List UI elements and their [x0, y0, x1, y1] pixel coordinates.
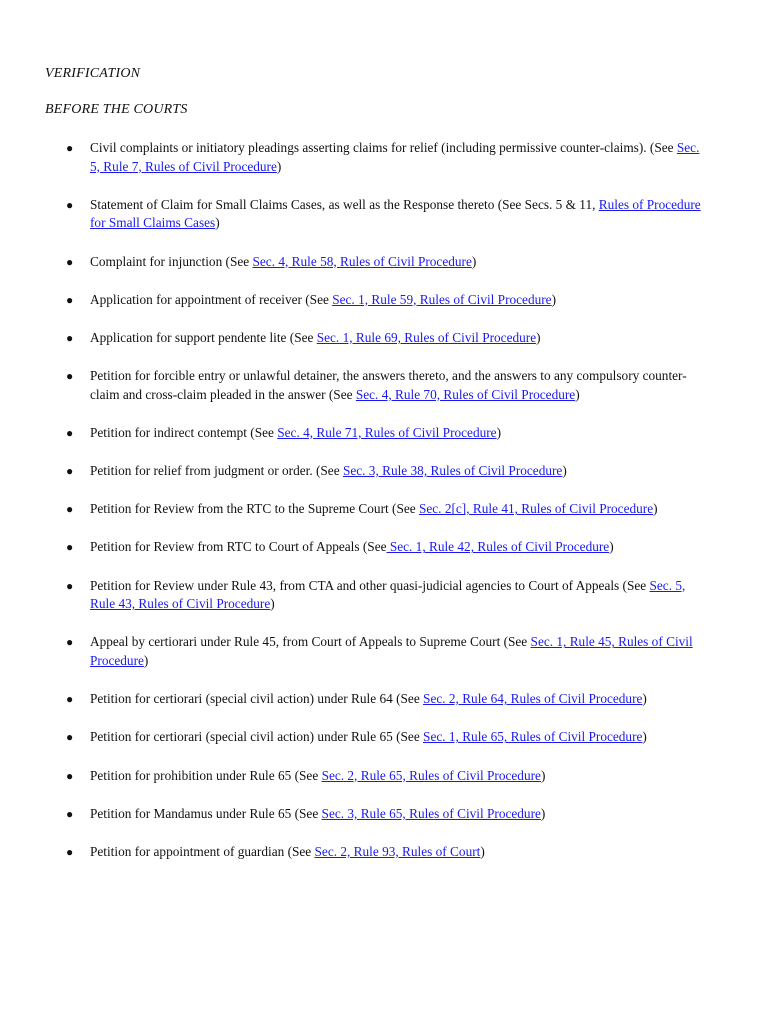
rule-citation-link[interactable]: Sec. 2, Rule 64, Rules of Civil Procedure [423, 691, 643, 707]
item-text: Petition for relief from judgment or order. (See Sec. 3, Rule 38, Rules of Civil Procedure) [90, 463, 567, 479]
item-text: Appeal by certiorari under Rule 45, from Court of Appeals to Supreme Court (See Sec. 1, Rule 45, Rules of Civil Procedure) [90, 634, 693, 669]
rule-citation-link[interactable]: Sec. 4, Rule 70, Rules of Civil Procedure [355, 386, 576, 402]
rule-citation-link[interactable]: Sec. 1, Rule 59, Rules of Civil Procedure [332, 291, 552, 307]
item-text: Statement of Claim for Small Claims Cases, as well as the Response thereto (See Secs. 5 & 11, Rules of Procedure for Small Claims Cases) [90, 196, 701, 231]
rule-citation-link[interactable]: Sec. 5, Rule 7, Rules of Civil Procedure [90, 140, 700, 174]
list-item [0, 500, 768, 519]
list-item [0, 767, 768, 786]
rule-citation-link[interactable]: Sec. 4, Rule 71, Rules of Civil Procedure [277, 424, 497, 440]
bullet-icon: ● [66, 635, 74, 650]
item-text: Application for appointment of receiver (See Sec. 1, Rule 59, Rules of Civil Procedure) [90, 291, 557, 307]
list-item [0, 367, 768, 404]
list-item [0, 633, 768, 670]
item-text: Petition for appointment of guardian (See Sec. 2, Rule 93, Rules of Court) [90, 843, 485, 859]
item-text: Petition for certiorari (special civil action) under Rule 64 (See Sec. 2, Rule 64, Rules of Civil Procedure) [90, 691, 647, 707]
item-text: Petition for Review from RTC to Court of Appeals (See Sec. 1, Rule 42, Rules of Civil Procedure) [90, 539, 614, 555]
bullet-icon: ● [66, 730, 74, 745]
rule-citation-link[interactable]: Sec. 2, Rule 93, Rules of Court [314, 843, 481, 859]
document-heading-verification: VERIFICATION [45, 66, 141, 81]
rule-citation-link[interactable]: Sec. 4, Rule 58, Rules of Civil Procedure [252, 253, 472, 269]
list-item [0, 329, 768, 348]
rule-citation-link[interactable]: Sec. 1, Rule 65, Rules of Civil Procedure [423, 729, 643, 745]
item-text: Petition for indirect contempt (See Sec. 4, Rule 71, Rules of Civil Procedure) [90, 424, 502, 440]
bullet-icon: ● [66, 578, 74, 593]
rule-citation-link[interactable]: Sec. 3, Rule 38, Rules of Civil Procedure [342, 463, 563, 479]
item-text: Petition for certiorari (special civil action) under Rule 65 (See Sec. 1, Rule 65, Rules of Civil Procedure) [90, 729, 647, 745]
bullet-icon: ● [66, 330, 74, 345]
item-text: Application for support pendente lite (See Sec. 1, Rule 69, Rules of Civil Procedure) [90, 329, 541, 345]
bullet-icon: ● [66, 425, 74, 440]
item-text: Complaint for injunction (See Sec. 4, Rule 58, Rules of Civil Procedure) [90, 253, 477, 269]
bullet-icon: ● [66, 254, 74, 269]
bullet-icon: ● [66, 844, 74, 859]
rule-citation-link[interactable]: Sec. 1, Rule 45, Rules of Civil Procedure [90, 634, 693, 669]
bullet-icon: ● [66, 141, 74, 155]
list-item [0, 253, 768, 272]
bullet-icon: ● [66, 806, 74, 821]
list-item [0, 139, 768, 176]
bullet-icon: ● [66, 540, 74, 555]
item-text: Petition for forcible entry or unlawful detainer, the answers thereto, and the answers to any compulsory counter-claim and cross-claim pleaded in the answer (See Sec. 4, Rule 70, Rules of Civil Procedure) [90, 368, 687, 402]
list-item [0, 577, 768, 614]
item-text: Petition for Review from the RTC to the Supreme Court (See Sec. 2[c], Rule 41, Rules of Civil Procedure) [90, 501, 658, 517]
list-item [0, 805, 768, 824]
rule-citation-link[interactable]: Sec. 2[c], Rule 41, Rules of Civil Procedure [418, 501, 654, 517]
list-item [0, 843, 768, 862]
document-heading-before-courts: BEFORE THE COURTS [45, 102, 188, 117]
bullet-icon: ● [66, 768, 74, 783]
rule-citation-link[interactable]: Sec. 3, Rule 65, Rules of Civil Procedure [321, 805, 541, 821]
bullet-icon: ● [66, 692, 74, 707]
item-text: Petition for Review under Rule 43, from CTA and other quasi-judicial agencies to Court of Appeals (See Sec. 5, Rule 43, Rules of Civil Procedure) [90, 577, 686, 612]
bullet-icon: ● [66, 464, 74, 479]
list-item [0, 728, 768, 747]
item-text: Civil complaints or initiatory pleadings asserting claims for relief (including permissive counter-claims). (See Sec. 5, Rule 7, Rules of Civil Procedure) [90, 140, 700, 174]
list-item [0, 196, 768, 233]
rule-citation-link[interactable]: Sec. 1, Rule 69, Rules of Civil Procedure [316, 329, 537, 345]
rule-citation-link[interactable]: Rules of Procedure for Small Claims Cases [90, 196, 701, 231]
verification-list [0, 139, 768, 881]
rule-citation-link[interactable]: Sec. 5, Rule 43, Rules of Civil Procedure [90, 577, 686, 612]
list-item [0, 690, 768, 709]
item-text: Petition for prohibition under Rule 65 (See Sec. 2, Rule 65, Rules of Civil Procedure) [90, 767, 546, 783]
bullet-icon: ● [66, 369, 74, 384]
list-item [0, 538, 768, 557]
rule-citation-link[interactable]: Sec. 1, Rule 42, Rules of Civil Procedure [386, 539, 610, 555]
list-item [0, 291, 768, 310]
rule-citation-link[interactable]: Sec. 2, Rule 65, Rules of Civil Procedure [321, 767, 541, 783]
item-text: Petition for Mandamus under Rule 65 (See Sec. 3, Rule 65, Rules of Civil Procedure) [90, 805, 546, 821]
list-item [0, 462, 768, 481]
list-item [0, 424, 768, 443]
bullet-icon: ● [66, 502, 74, 517]
bullet-icon: ● [66, 197, 74, 212]
bullet-icon: ● [66, 292, 74, 307]
